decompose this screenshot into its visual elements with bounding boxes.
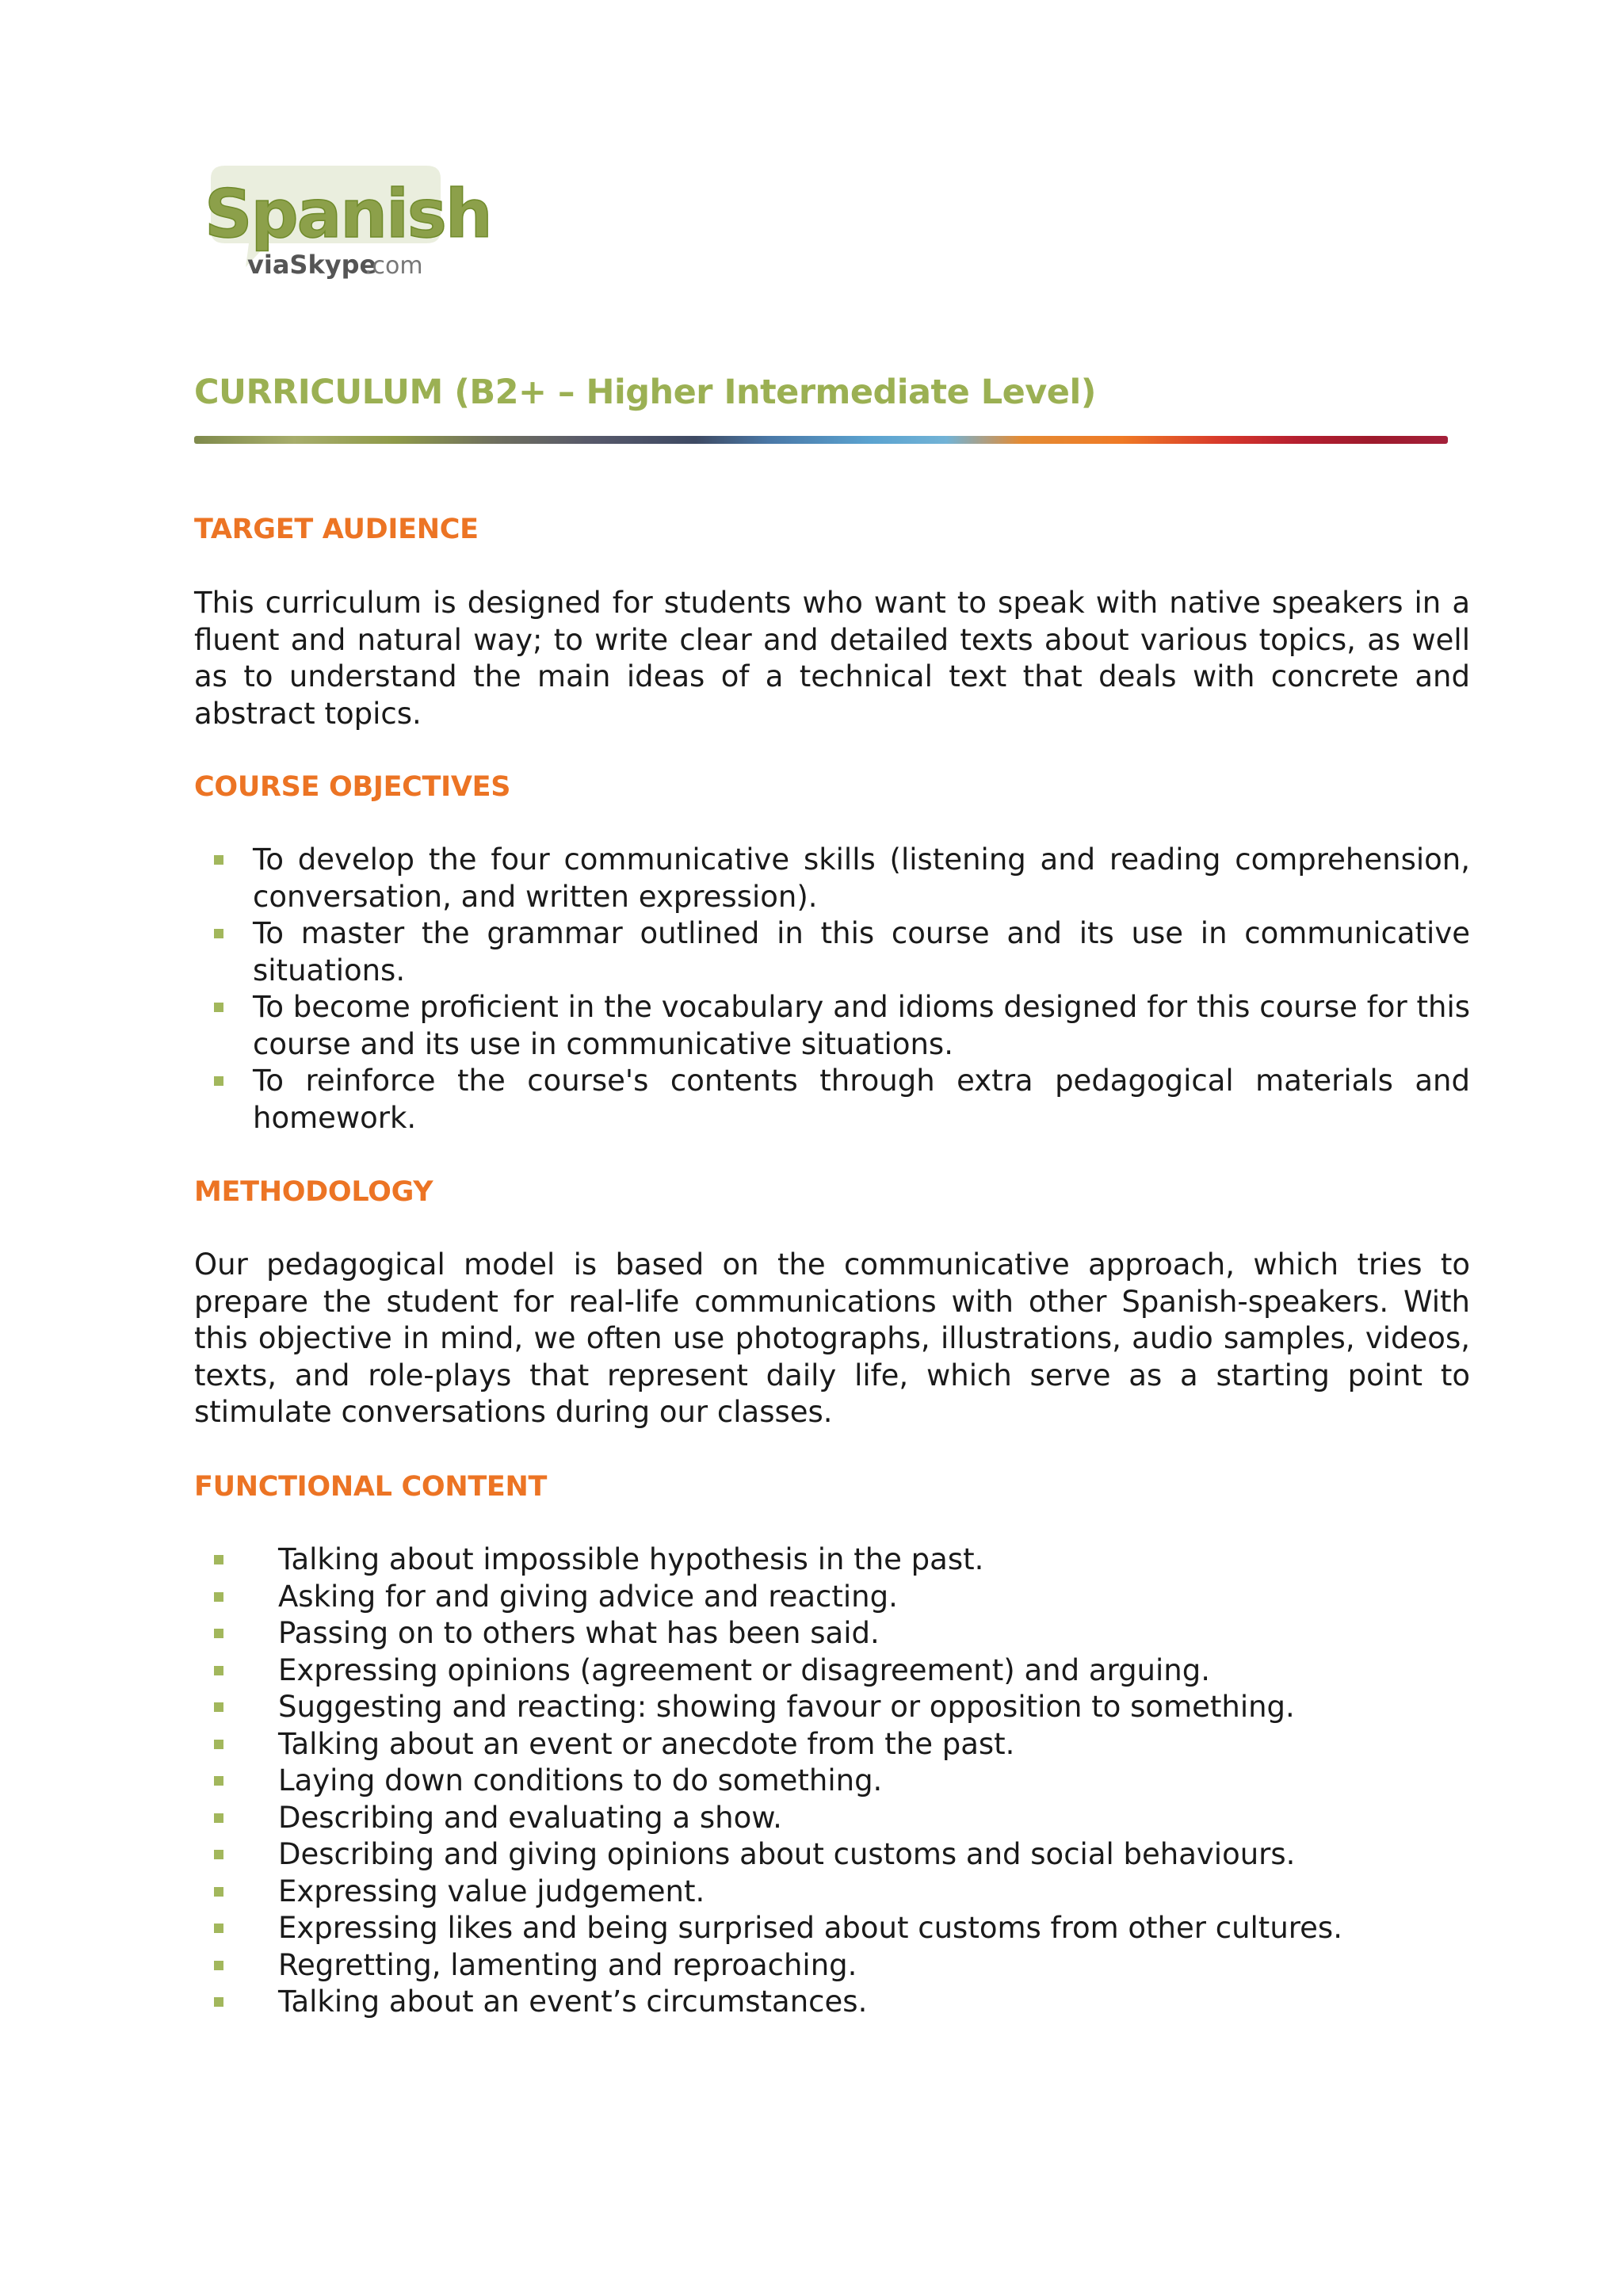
bullet-square-icon [214, 1997, 223, 2007]
bullet-square-icon [214, 929, 223, 938]
bullet-square-icon [214, 1776, 223, 1786]
bullet-square-icon [214, 1666, 223, 1675]
logo-sub-text: viaSkype [247, 250, 377, 280]
list-item: Asking for and giving advice and reacting. [194, 1579, 1470, 1616]
methodology-heading: METHODOLOGY [194, 1176, 433, 1208]
list-item: To master the grammar outlined in this course and its use in communicative situations. [194, 915, 1470, 989]
list-item: Talking about impossible hypothesis in the past. [194, 1541, 1470, 1579]
list-item: Expressing likes and being surprised about customs from other cultures. [194, 1910, 1470, 1947]
functional-content-heading: FUNCTIONAL CONTENT [194, 1471, 548, 1503]
bullet-square-icon [214, 1003, 223, 1012]
list-item: To become proficient in the vocabulary and idioms designed for this course for this course and its use in communicative situations. [194, 989, 1470, 1063]
bullet-square-icon [214, 855, 223, 865]
bullet-square-icon [214, 1961, 223, 1970]
list-item: Suggesting and reacting: showing favour or opposition to something. [194, 1689, 1470, 1726]
list-item: Expressing opinions (agreement or disagreement) and arguing. [194, 1652, 1470, 1690]
course-objectives-heading: COURSE OBJECTIVES [194, 771, 511, 803]
spanish-via-skype-logo [198, 162, 491, 289]
bullet-square-icon [214, 1629, 223, 1638]
bullet-square-icon [214, 1813, 223, 1823]
bullet-square-icon [214, 1702, 223, 1712]
bullet-square-icon [214, 1592, 223, 1602]
logo-domain-text: .com [365, 252, 423, 280]
list-item: To develop the four communicative skills (listening and reading comprehension, conversation, and written expression). [194, 842, 1470, 915]
list-item: Laying down conditions to do something. [194, 1763, 1470, 1800]
target-audience-heading: TARGET AUDIENCE [194, 514, 479, 545]
list-item: Describing and giving opinions about customs and social behaviours. [194, 1836, 1470, 1874]
title-color-divider [194, 436, 1448, 444]
list-item: To reinforce the course's contents through extra pedagogical materials and homework. [194, 1063, 1470, 1137]
methodology-text: Our pedagogical model is based on the communicative approach, which tries to prepare the student for real-life communications with other Spanish-speakers. With this objective in mind, we often use photographs, illustrations, audio samples, videos, texts, and role-plays that represent daily life, which serve as a starting point to stimulate conversations during our classes. [194, 1247, 1470, 1429]
bullet-square-icon [214, 1924, 223, 1933]
course-objectives-list [194, 842, 1470, 1137]
list-item: Passing on to others what has been said. [194, 1615, 1470, 1652]
bullet-square-icon [214, 1076, 223, 1086]
list-item: Expressing value judgement. [194, 1874, 1470, 1911]
list-item: Regretting, lamenting and reproaching. [194, 1947, 1470, 1985]
bullet-square-icon [214, 1850, 223, 1859]
logo-main-text: Spanish [204, 175, 491, 253]
list-item: Talking about an event or anecdote from the past. [194, 1726, 1470, 1763]
logo-graphic [198, 162, 491, 289]
bullet-square-icon [214, 1740, 223, 1749]
target-audience-text: This curriculum is designed for students who want to speak with native speakers in a fluent and natural way; to write clear and detailed texts about various topics, as well as to understand the main ideas of a technical text that deals with concrete and abstract topics. [194, 586, 1470, 731]
list-item: Describing and evaluating a show. [194, 1800, 1470, 1837]
list-item: Talking about an event’s circumstances. [194, 1984, 1470, 2021]
bullet-square-icon [214, 1555, 223, 1564]
bullet-square-icon [214, 1887, 223, 1897]
functional-content-list [194, 1541, 1470, 2021]
document-title: CURRICULUM (B2+ – Higher Intermediate Level) [194, 372, 1096, 412]
